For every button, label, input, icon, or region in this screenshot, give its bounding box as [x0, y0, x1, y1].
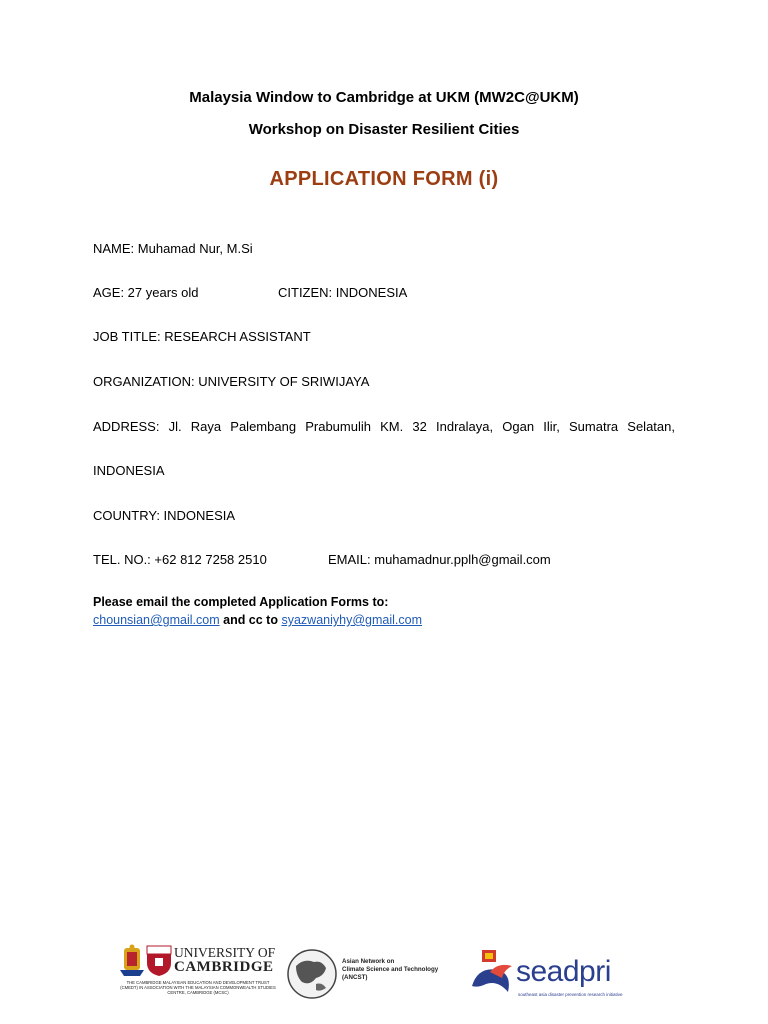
ancst-logo [286, 946, 456, 1006]
instructions-emails [93, 613, 422, 627]
globe-icon [286, 948, 338, 1000]
ancst-line3: (ANCST) [342, 974, 368, 981]
cc-email-link[interactable]: syazwaniyhy@gmail.com [281, 613, 422, 627]
seadpri-logo [468, 948, 638, 1008]
form-title: APPLICATION FORM (i) [269, 168, 499, 190]
citizen-field: CITIZEN: INDONESIA [278, 285, 408, 300]
primary-email-link[interactable]: chounsian@gmail.com [93, 613, 220, 627]
job-title-field: JOB TITLE: RESEARCH ASSISTANT [93, 329, 311, 344]
ancst-wordmark [342, 958, 438, 982]
cambridge-caption: THE CAMBRIDGE MALAYSIAN EDUCATION AND DEVELOPMENT TRUST (CMEDT) IN ASSOCIATION WITH THE MALAYSIAN COMMONWEALTH STUDIES CENTRE, CAMBRIDGE (MCSC) [120, 980, 276, 995]
cambridge-shield-icon [146, 945, 172, 977]
seadpri-tagline: southeast asia disaster prevention research initiative [518, 992, 623, 997]
instructions-text: Please email the completed Application Forms to: [93, 595, 389, 609]
age-field: AGE: 27 years old [93, 285, 199, 300]
cambridge-line2: CAMBRIDGE [174, 959, 274, 975]
name-field: NAME: Muhamad Nur, M.Si [93, 241, 253, 256]
cambridge-line1: UNIVERSITY OF [174, 945, 276, 960]
program-title: Malaysia Window to Cambridge at UKM (MW2C@UKM) [189, 89, 579, 106]
tel-field: TEL. NO.: +62 812 7258 2510 [93, 552, 267, 567]
country-field: COUNTRY: INDONESIA [93, 508, 236, 523]
cambridge-logo [118, 942, 278, 1012]
organization-field: ORGANIZATION: UNIVERSITY OF SRIWIJAYA [93, 374, 370, 389]
workshop-title: Workshop on Disaster Resilient Cities [248, 121, 520, 138]
ancst-line2: Climate Science and Technology [342, 966, 439, 973]
seadpri-wordmark: seadpri [516, 955, 611, 988]
cc-connector: and cc to [219, 613, 282, 627]
address-continuation: INDONESIA [93, 463, 165, 478]
address-field: ADDRESS: Jl. Raya Palembang Prabumulih KM. 32 Indralaya, Ogan Ilir, Sumatra Selatan, [93, 419, 675, 434]
email-field: EMAIL: muhamadnur.pplh@gmail.com [328, 552, 551, 567]
ancst-line1: Asian Network on [342, 958, 395, 965]
seadpri-emblem-icon [468, 948, 516, 998]
cambridge-wordmark [174, 945, 275, 975]
